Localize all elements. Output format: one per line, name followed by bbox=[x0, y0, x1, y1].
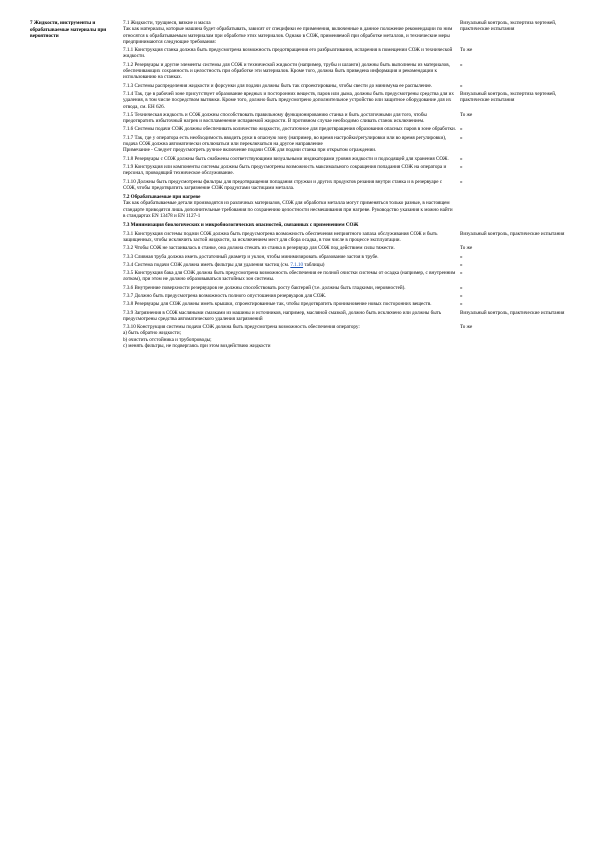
requirement-paragraph: 7.3.9 Загрязнения в СОЖ масляными смазками из машины и источников, например, масляной смазкой, должно быть исключено или должны быть предусмотрены средства автоматического удаления загрязнений bbox=[123, 309, 442, 322]
requirement-paragraph: c) менять фильтры, не подвергаясь при этом воздействию жидкости bbox=[123, 343, 271, 350]
requirement-paragraph: 7.1.9 Конструкция или компоненты системы должны быть предусмотрены возможность максимального сокращения попадания СОЖ на оператора и персонал, проводящий техническое обслуживание. bbox=[123, 163, 447, 177]
requirement-paragraph: 7.1.6 Системы подачи СОЖ должны обеспечивать количество жидкости, достаточное для предотвращения образования опасных паров в зоне обработки. bbox=[123, 126, 456, 133]
verification-method: То же bbox=[460, 112, 473, 118]
requirement-paragraph: 7.1.10 Должны быть предусмотрены фильтры для предотвращения попадания стружки и других продуктов резания внутри станка и в резервуаре с СОЖ, чтобы предотвратить загрязнение СОЖ продуктами частицами металла. bbox=[123, 178, 442, 191]
verification-method: » bbox=[460, 135, 463, 141]
verification-method: Визуальный контроль, практические испытания bbox=[460, 310, 565, 316]
requirement-paragraph: b) очистить отстойника и трубопроводы; bbox=[123, 336, 212, 343]
verification-method: » bbox=[460, 164, 463, 170]
requirement-paragraph: 7.3.10 Конструкция системы подачи СОЖ должна быть предусмотрена возможность обеспечения оператору: bbox=[123, 324, 360, 331]
verification-method: » bbox=[460, 62, 463, 68]
requirement-paragraph: a) быть обратно жидкости; bbox=[123, 330, 182, 337]
requirement-paragraph: 7.3 Минимизация биологических и микробиологических опасностей, связанных с применением СОЖ bbox=[123, 222, 359, 229]
requirement-paragraph: 7.1.7 Так, где у оператора есть необходимость вводить руки в опасную зону (например, во время настройки/регулировки или во время регулировки), подача СОЖ должна автоматически отключаться или переключаться на другое направление bbox=[123, 134, 447, 148]
requirement-paragraph: 7.2 Обрабатываемые при нагреве bbox=[123, 194, 201, 201]
section-label: 7 Жидкости, инструменты и обрабатываемые материалы при вероятности bbox=[30, 20, 107, 39]
requirement-paragraph: 7.3.4 Система подачи СОЖ должна иметь фильтры для удаления частиц (см. 7.1.10 таблицы) bbox=[123, 261, 325, 268]
verification-method: » bbox=[460, 156, 463, 162]
verification-method: » bbox=[460, 83, 463, 89]
verification-method: То же bbox=[460, 245, 473, 251]
verification-method: » bbox=[460, 285, 463, 291]
requirement-paragraph: 7.1.2 Резервуары и другие элементы системы для СОЖ и технической жидкости (например, трубы и шланги) должны быть выполнены из материалов, обеспечивающих сохранность и целостность при обработке эти материалов. Кроме того, должна быть приведена информация и рекомендации к использованию на станках. bbox=[123, 61, 450, 81]
requirement-paragraph: Так как обрабатываемые детали производятся из различных материалов, СОЖ для обработки металла могут применяться только разные, в настоящем стандарте приводятся лишь дополнительные требования по сохранению целостности несмешивания при нагреве. Руководство указания к можно найти в стандартах EN 13478 и EN 1127-1 bbox=[123, 200, 453, 220]
verification-method: » bbox=[460, 179, 463, 185]
requirement-paragraph: 7.1.1 Конструкция станка должна быть предусмотрена возможность предотвращения его разбрызгивания, испарения в помещении СОЖ и технической жидкости. bbox=[123, 47, 453, 60]
verification-method: » bbox=[460, 126, 463, 132]
requirement-paragraph: 7.3.1 Конструкция системы подачи СОЖ должна быть предусмотрена возможность обеспечения неприятного запаха обслуживания СОЖ и быть защищенных, чтобы исключить застой жидкости, за исключением мест для сбора осадка, в том числе в процессе эксплуатации. bbox=[123, 230, 438, 243]
verification-method: » bbox=[460, 301, 463, 307]
verification-method: Визуальный контроль, практические испытания bbox=[460, 231, 565, 237]
requirement-paragraph: 7.1.3 Системы распределения жидкости и форсунки для подачи должны быть так спроектированы, чтобы свести до минимума ее распыление. bbox=[123, 82, 433, 89]
verification-method: » bbox=[460, 262, 463, 268]
requirement-paragraph: 7.1.4 Так, где в рабочей зоне присутствует образование вредных и посторонних веществ, паров или дыма, должны быть предусмотрены средства для их удаления, в том числе посредством вытяжки. Кроме того, должно быть предусмотрено дополнительное устройство или защитное оборудование для их отвода, см. ЕН 626. bbox=[123, 90, 454, 110]
verification-method: » bbox=[460, 254, 463, 260]
verification-method: То же bbox=[460, 47, 473, 53]
requirement-paragraph: 7.3.3 Сливная труба должна иметь достаточный диаметр и уклон, чтобы минимизировать образование застоя в трубе. bbox=[123, 253, 379, 260]
requirement-paragraph: 7.1 Жидкости, трущиеся, вязкие и масла bbox=[123, 20, 211, 26]
verification-method: » bbox=[460, 270, 463, 276]
requirement-paragraph: 7.1.8 Резервуары с СОЖ должны быть снабжены соответствующими визуальными индикаторами уровня жидкости и подходящей для хранения СОЖ. bbox=[123, 155, 449, 162]
requirement-paragraph: Так как материалы, которые машина будет обрабатывать, зависят от специфики ее применения, включенные в данное положение рекомендации по ним относятся к обрабатываемым материалам при обработке этих материалов. Однако в СОЖ, применяемой при обработке металлов, и технические меры предпринимаются следующие требования: bbox=[123, 26, 453, 45]
verification-method: Визуальный контроль, экспертиза чертежей, практические испытания bbox=[460, 91, 557, 104]
requirement-paragraph: Примечание - Следует предусмотреть ручное включение подачи СОЖ для подачи станка при открытом ограждении. bbox=[123, 147, 377, 154]
cross-reference-link[interactable]: 7.1.10 bbox=[290, 261, 304, 268]
verification-method: Визуальный контроль, экспертиза чертежей, практические испытания bbox=[460, 20, 557, 33]
requirement-paragraph: 7.3.8 Резервуары для СОЖ должны иметь крышки, спроектированные так, чтобы предотвратить проникновение новых посторонних веществ. bbox=[123, 301, 432, 308]
verification-method: То же bbox=[460, 324, 473, 330]
requirement-paragraph: 7.3.5 Конструкция бака для СОЖ должна быть предусмотрена возможность обеспечения ее полной очистки системы от осадка (например, с внутренним лотком), при этом не должно образовываться застойных зон системы. bbox=[123, 270, 456, 283]
requirements-column bbox=[123, 20, 456, 349]
requirement-paragraph: 7.3.2 Чтобы СОЖ не застаивалась в станке, она должна стекать из станка в резервуар для СОЖ под действием силы тяжести. bbox=[123, 245, 395, 252]
requirement-paragraph: 7.3.7 Должно быть предусмотрена возможность полного опустошения резервуаров для СОЖ. bbox=[123, 292, 327, 299]
requirement-paragraph: 7.1.5 Техническая жидкость и СОЖ должны способствовать правильному функционированию станка и быть достаточными для того, чтобы предотвратить избыточный нагрев и воспламенение испаряемой жидкости. В противном случае необходимо сливать станок исключением. bbox=[123, 111, 427, 125]
verification-method: » bbox=[460, 293, 463, 299]
requirement-paragraph: 7.3.6 Внутренние поверхности резервуаров не должны способствовать росту бактерий (т.е. должны быть гладкими, неровностей). bbox=[123, 284, 406, 291]
